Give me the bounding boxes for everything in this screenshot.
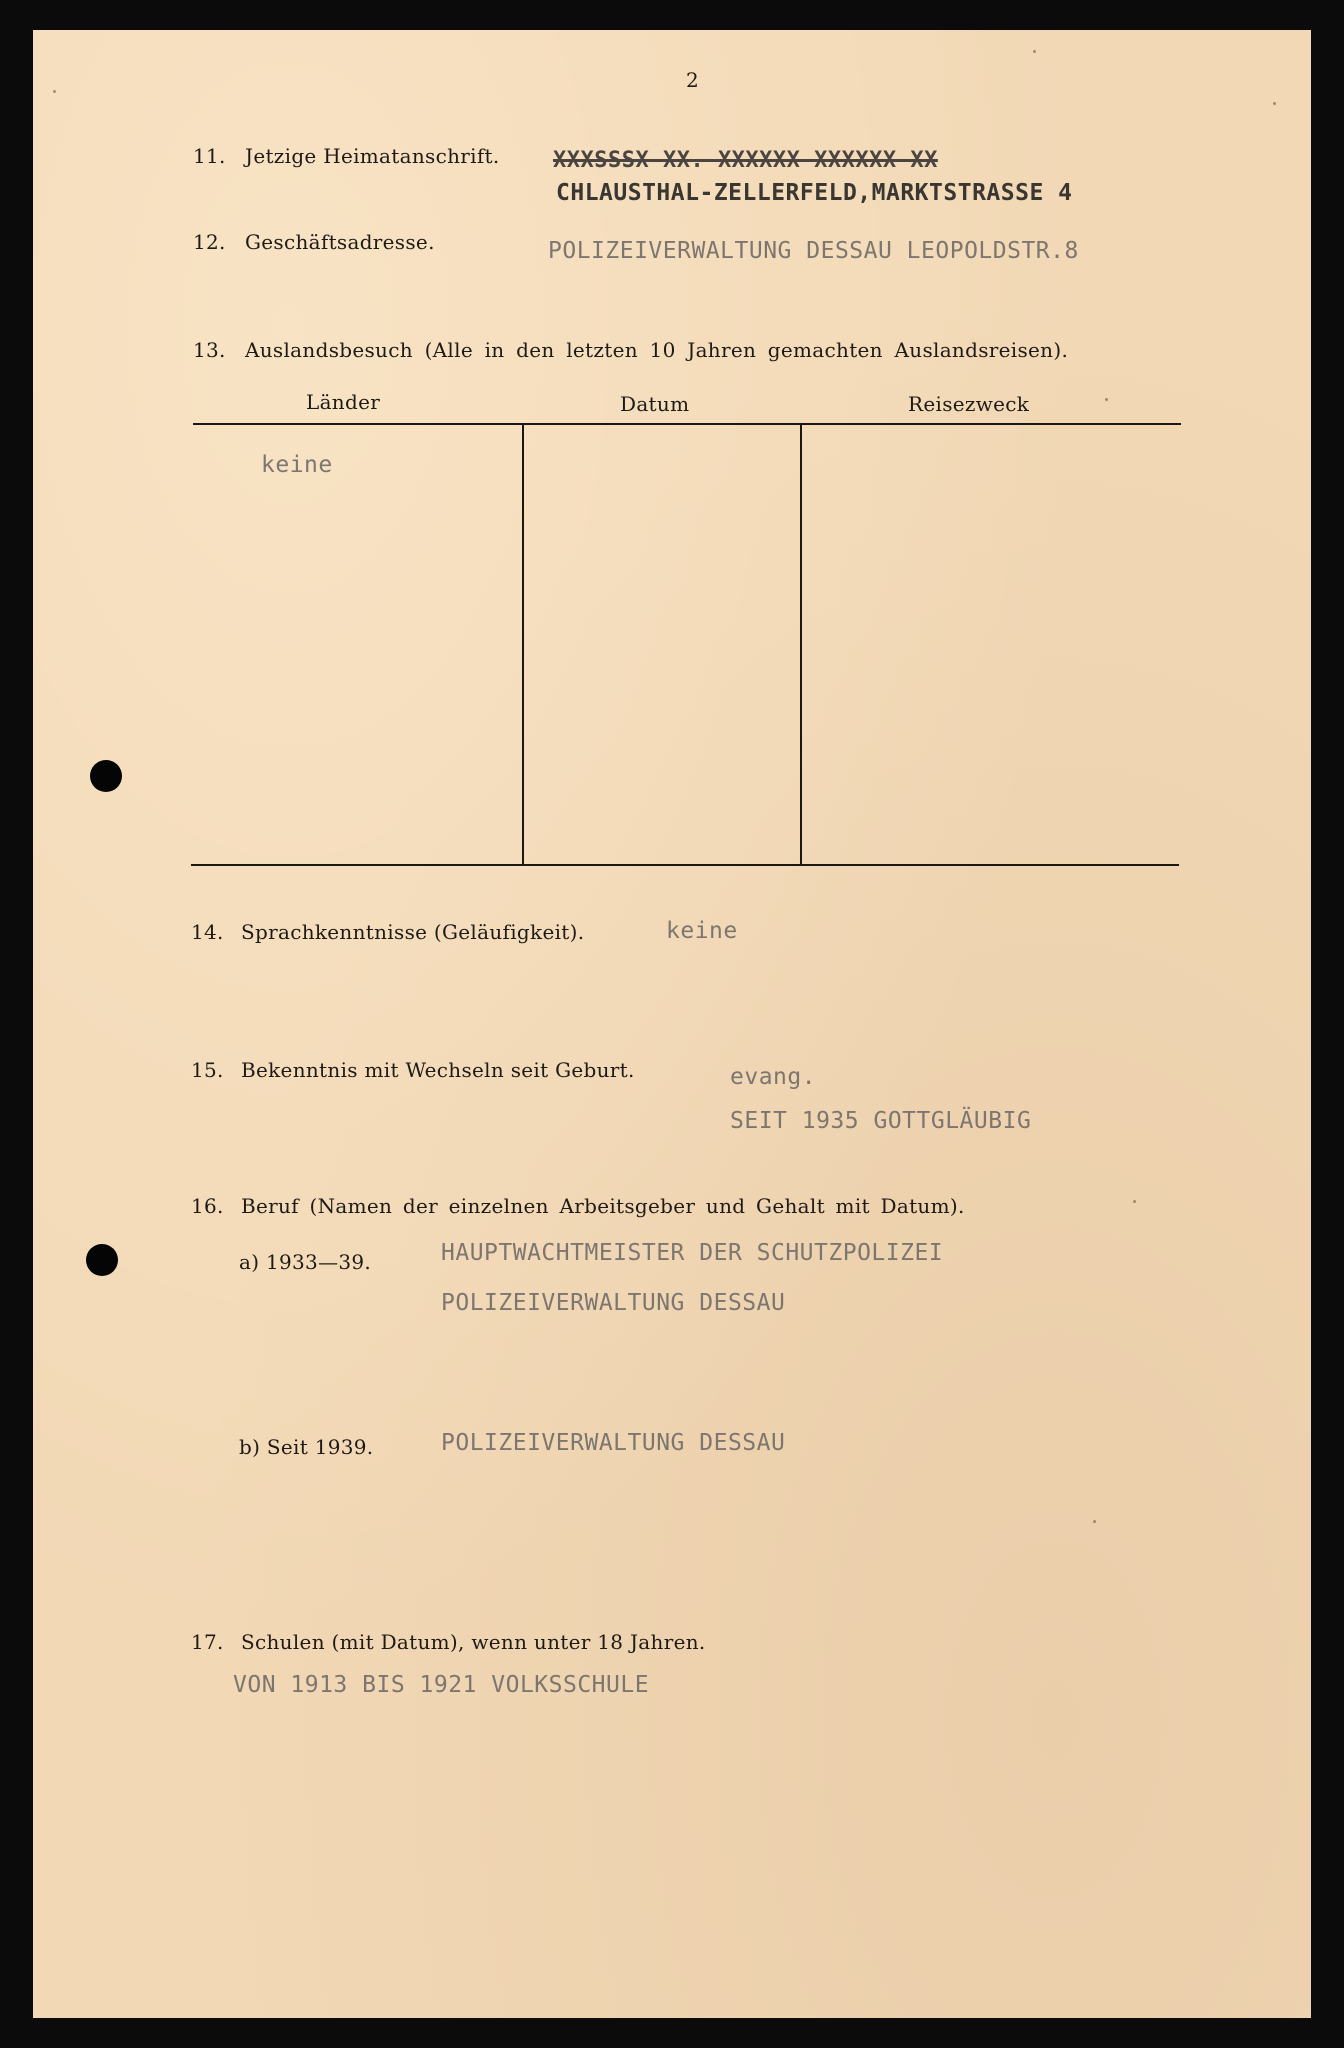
- item-16a-value-2: POLIZEIVERWALTUNG DESSAU: [441, 1290, 786, 1316]
- table-divider-2: [800, 424, 802, 864]
- paper-speck: [53, 90, 56, 93]
- paper-speck: [1093, 1520, 1096, 1523]
- item-16a-label: a) 1933—39.: [239, 1250, 372, 1274]
- table-bottom-rule: [191, 864, 1179, 866]
- column-header-datum: Datum: [620, 392, 690, 416]
- paper-speck: [1105, 398, 1108, 401]
- item-11-struck-address: XXXSSSX XX. XXXXXX XXXXXX XX: [553, 148, 938, 173]
- item-15-value-2: SEIT 1935 GOTTGLÄUBIG: [730, 1108, 1032, 1134]
- item-14-number: 14.: [191, 920, 224, 944]
- item-15-number: 15.: [191, 1058, 224, 1082]
- column-header-reisezweck: Reisezweck: [908, 392, 1030, 416]
- item-11-number: 11.: [193, 144, 226, 168]
- item-16a-value-1: HAUPTWACHTMEISTER DER SCHUTZPOLIZEI: [441, 1240, 944, 1266]
- punch-hole: [86, 1244, 118, 1276]
- item-13-label: Auslandsbesuch (Alle in den letzten 10 Jahren gemachten Auslandsreisen).: [245, 338, 1069, 362]
- item-14-value: keine: [666, 918, 738, 944]
- paper-speck: [1273, 102, 1276, 105]
- table-divider-1: [522, 424, 524, 864]
- paper-speck: [1133, 1200, 1136, 1203]
- table-top-rule: [193, 423, 1181, 425]
- punch-hole: [90, 760, 122, 792]
- item-17-number: 17.: [191, 1630, 224, 1654]
- item-16-label: Beruf (Namen der einzelnen Arbeitsgeber und Gehalt mit Datum).: [241, 1194, 965, 1218]
- item-17-value: VON 1913 BIS 1921 VOLKSSCHULE: [233, 1672, 650, 1698]
- item-12-number: 12.: [193, 230, 226, 254]
- column-header-laender: Länder: [306, 390, 381, 414]
- item-11-label: Jetzige Heimatanschrift.: [245, 144, 500, 168]
- item-12-value: POLIZEIVERWALTUNG DESSAU LEOPOLDSTR.8: [548, 238, 1079, 264]
- table-entry-laender: keine: [261, 452, 333, 478]
- paper-speck: [1033, 50, 1036, 53]
- item-17-label: Schulen (mit Datum), wenn unter 18 Jahren.: [241, 1630, 706, 1654]
- item-13-number: 13.: [193, 338, 226, 362]
- item-16b-label: b) Seit 1939.: [239, 1435, 374, 1459]
- item-12-label: Geschäftsadresse.: [245, 230, 435, 254]
- item-15-label: Bekenntnis mit Wechseln seit Geburt.: [241, 1058, 635, 1082]
- document-page: [33, 30, 1311, 2018]
- item-16b-value: POLIZEIVERWALTUNG DESSAU: [441, 1430, 786, 1456]
- item-14-label: Sprachkenntnisse (Geläufigkeit).: [241, 920, 585, 944]
- page-number: 2: [686, 68, 700, 92]
- item-15-value-1: evang.: [730, 1064, 817, 1090]
- item-11-value: CHLAUSTHAL-ZELLERFELD,MARKTSTRASSE 4: [556, 180, 1073, 206]
- item-16-number: 16.: [191, 1194, 224, 1218]
